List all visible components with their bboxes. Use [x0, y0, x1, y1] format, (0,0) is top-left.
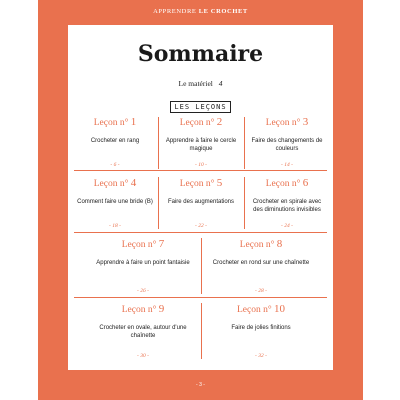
lesson-title: Leçon n° 6 — [265, 177, 309, 189]
divider — [244, 177, 245, 229]
header-bold: LE CROCHET — [198, 8, 248, 15]
materiel-page: 4 — [218, 79, 223, 88]
lesson-3[interactable] — [248, 116, 326, 166]
lesson-page: - 18 - — [109, 223, 121, 229]
divider — [74, 232, 327, 233]
lesson-page: - 10 - — [195, 162, 207, 168]
lesson-desc: Apprendre à faire un point fantaisie — [96, 260, 190, 266]
lesson-title: Leçon n° 3 — [265, 116, 309, 128]
lesson-desc: Crocheter en rond sur une chaînette — [212, 260, 310, 266]
lesson-desc: Comment faire une bride (B) — [77, 199, 153, 205]
lesson-page: - 22 - — [195, 223, 207, 229]
divider — [201, 238, 202, 294]
lesson-page: - 30 - — [137, 353, 149, 359]
lesson-desc: Faire des augmentations — [167, 199, 235, 205]
divider — [158, 177, 159, 229]
lesson-page: - 24 - — [281, 223, 293, 229]
lesson-page: - 14 - — [281, 162, 293, 168]
divider — [158, 117, 159, 169]
lesson-page: - 26 - — [137, 288, 149, 294]
lesson-2[interactable] — [162, 116, 240, 166]
lesson-page: - 6 - — [110, 162, 120, 168]
lesson-desc: Faire de jolies finitions — [231, 325, 291, 331]
section-badge: LES LEÇONS — [170, 101, 230, 113]
page-spread — [38, 0, 363, 400]
lesson-title: Leçon n° 9 — [121, 303, 165, 315]
divider — [244, 117, 245, 169]
divider — [74, 170, 327, 171]
lesson-title: Leçon n° 5 — [179, 177, 223, 189]
lesson-6[interactable] — [248, 177, 326, 227]
lesson-desc: Faire des changements de couleurs — [251, 138, 323, 152]
page-number: - 3 - — [196, 382, 205, 388]
lesson-desc: Apprendre à faire le cercle magique — [165, 138, 237, 152]
lesson-8[interactable] — [206, 238, 316, 298]
lesson-5[interactable] — [162, 177, 240, 227]
lesson-page: - 28 - — [255, 288, 267, 294]
lesson-title: Leçon n° 8 — [239, 238, 283, 250]
lesson-7[interactable] — [88, 238, 198, 298]
lesson-title: Leçon n° 2 — [179, 116, 223, 128]
divider — [201, 303, 202, 359]
materiel-label: Le matériel — [178, 79, 213, 88]
lesson-9[interactable] — [88, 303, 198, 363]
lesson-desc: Crocheter en rang — [90, 138, 140, 144]
lesson-page: - 32 - — [255, 353, 267, 359]
lesson-title: Leçon n° 7 — [121, 238, 165, 250]
lesson-title: Leçon n° 4 — [93, 177, 137, 189]
lesson-4[interactable] — [76, 177, 154, 227]
page-title: Sommaire — [137, 41, 264, 67]
lesson-title: Leçon n° 1 — [93, 116, 137, 128]
lesson-1[interactable] — [76, 116, 154, 166]
lesson-10[interactable] — [206, 303, 316, 363]
section-header — [68, 96, 333, 114]
contents-card — [68, 25, 333, 370]
lesson-desc: Crocheter en spirale avec des diminutions invisibles — [252, 199, 322, 213]
lesson-title: Leçon n° 10 — [236, 303, 286, 315]
header-prefix: APPRENDRE — [153, 8, 197, 15]
materiel-entry[interactable] — [68, 79, 333, 88]
running-header — [38, 8, 363, 15]
divider — [74, 297, 327, 298]
lesson-desc: Crocheter en ovale, autour d'une chaînette — [99, 325, 187, 339]
